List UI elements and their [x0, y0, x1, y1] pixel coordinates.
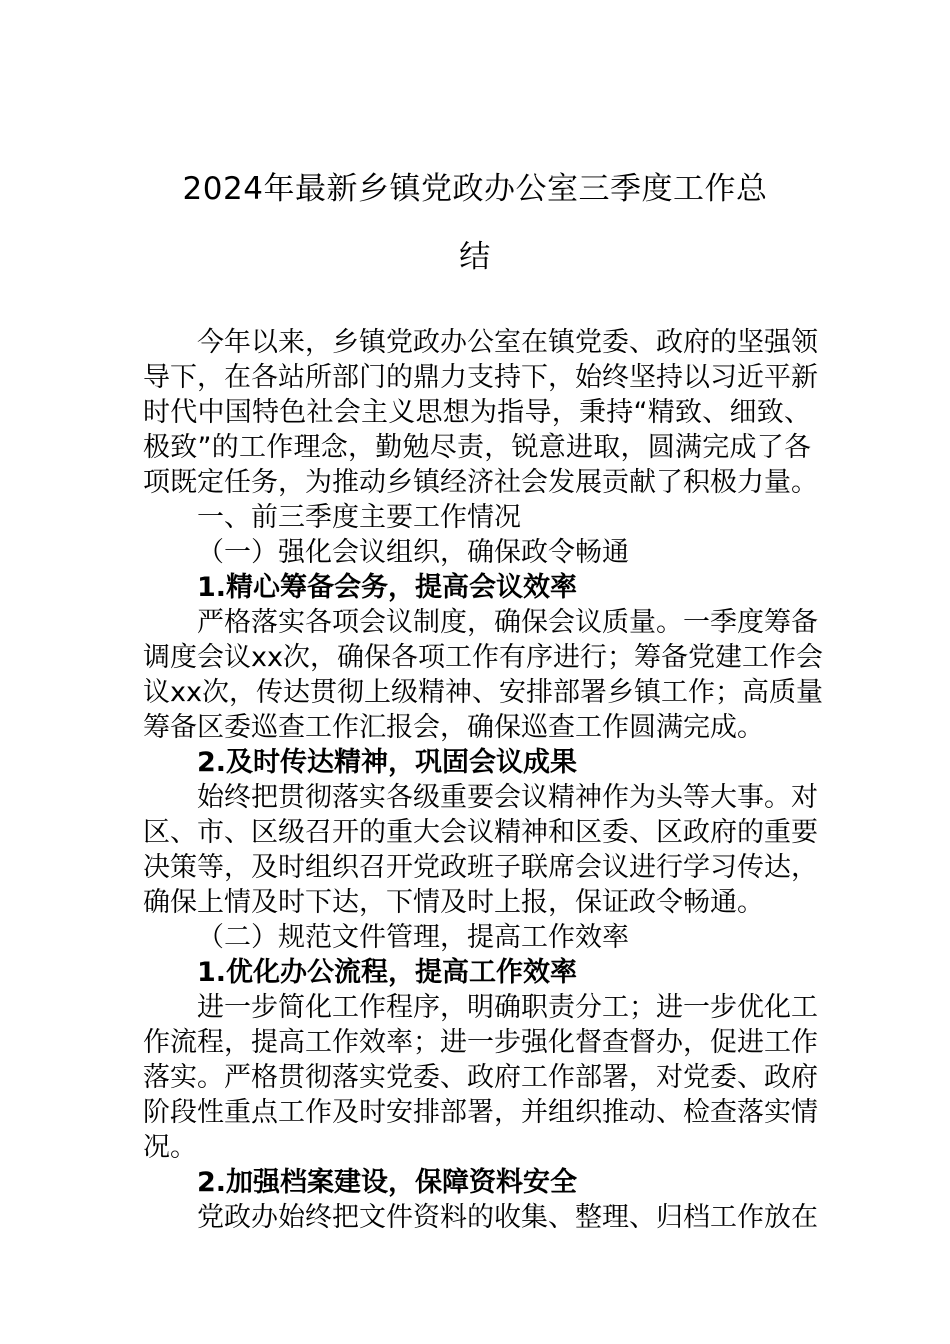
subsection-heading: （二）规范文件管理，提高工作效率 [197, 922, 629, 953]
paragraph-line: 阶段性重点工作及时安排部署，并组织推动、检查落实情 [143, 1097, 818, 1128]
paragraph-line: 进一步简化工作程序，明确职责分工；进一步优化工 [197, 992, 818, 1023]
paragraph-line: 导下，在各站所部门的鼎力支持下，始终坚持以习近平新 [143, 362, 818, 393]
document-title-line-2: 结 [459, 239, 491, 275]
subsection-heading: （一）强化会议组织，确保政令畅通 [197, 537, 629, 568]
paragraph-line: 况。 [143, 1132, 197, 1163]
paragraph-line: 严格落实各项会议制度，确保会议质量。一季度筹备 [197, 607, 818, 638]
paragraph-line: 筹备区委巡查工作汇报会，确保巡查工作圆满完成。 [143, 712, 764, 743]
paragraph-line: 作流程，提高工作效率；进一步强化督查督办，促进工作 [143, 1027, 818, 1058]
section-heading: 一、前三季度主要工作情况 [197, 502, 521, 533]
document-title-line-1: 2024年最新乡镇党政办公室三季度工作总 [182, 171, 768, 207]
paragraph-line: 决策等，及时组织召开党政班子联席会议进行学习传达， [143, 852, 818, 883]
paragraph-line: 确保上情及时下达，下情及时上报，保证政令畅通。 [143, 887, 764, 918]
paragraph-line: 今年以来，乡镇党政办公室在镇党委、政府的坚强领 [197, 327, 818, 358]
paragraph-line: 始终把贯彻落实各级重要会议精神作为头等大事。对 [197, 782, 818, 813]
item-heading: 1.优化办公流程，提高工作效率 [197, 957, 578, 988]
item-heading: 2.加强档案建设，保障资料安全 [197, 1167, 578, 1198]
paragraph-line: 时代中国特色社会主义思想为指导，秉持“精致、细致、 [143, 397, 811, 428]
item-heading: 2.及时传达精神，巩固会议成果 [197, 747, 578, 778]
paragraph-line: 项既定任务，为推动乡镇经济社会发展贡献了积极力量。 [143, 467, 818, 498]
paragraph-line: 党政办始终把文件资料的收集、整理、归档工作放在 [197, 1202, 818, 1233]
paragraph-line: 区、市、区级召开的重大会议精神和区委、区政府的重要 [143, 817, 818, 848]
paragraph-line: 极致”的工作理念，勤勉尽责，锐意进取，圆满完成了各 [143, 432, 811, 463]
paragraph-line: 议xx次，传达贯彻上级精神、安排部署乡镇工作；高质量 [143, 677, 823, 708]
paragraph-line: 调度会议xx次，确保各项工作有序进行；筹备党建工作会 [143, 642, 823, 673]
item-heading: 1.精心筹备会务，提高会议效率 [197, 572, 578, 603]
paragraph-line: 落实。严格贯彻落实党委、政府工作部署，对党委、政府 [143, 1062, 818, 1093]
